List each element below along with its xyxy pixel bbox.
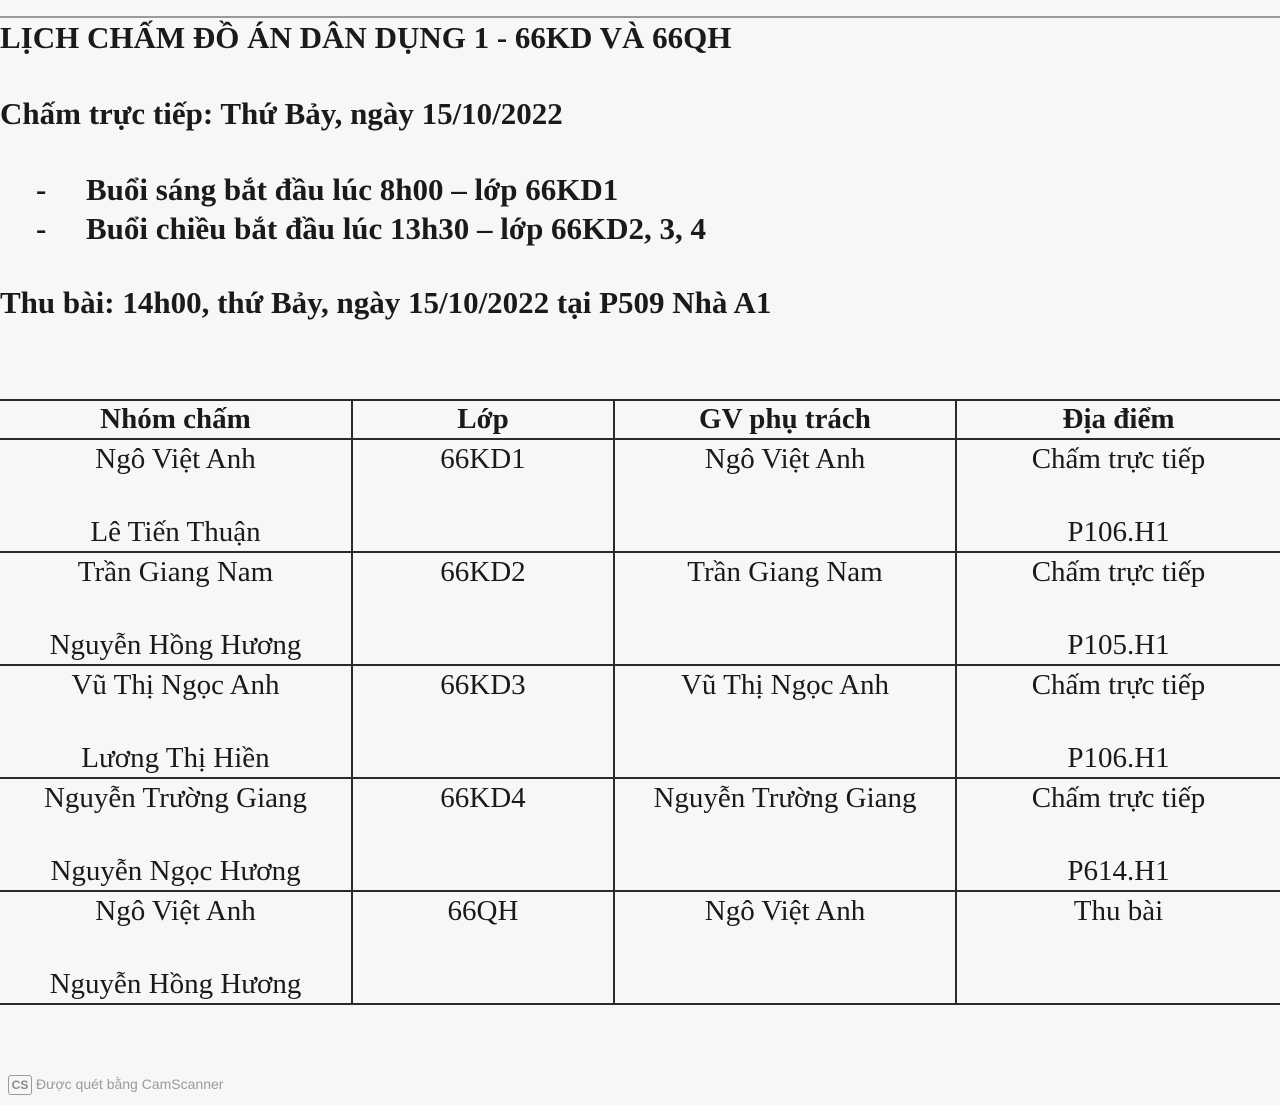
group-cell (0, 439, 352, 552)
class-code: 66KD4 (440, 782, 526, 814)
lecturer-name: Ngô Việt Anh (704, 443, 866, 475)
grader-name: Ngô Việt Anh (95, 443, 256, 475)
session-item-morning (36, 172, 618, 208)
session-item-afternoon (36, 211, 706, 247)
lecturer-cell (614, 665, 956, 778)
class-cell (352, 891, 614, 1004)
location-cell (956, 891, 1280, 1004)
lecturer-cell (614, 891, 956, 1004)
column-header-group: Nhóm chấm (0, 400, 352, 439)
table-row (0, 552, 1280, 665)
location-room: P106.H1 (1067, 742, 1170, 774)
location-cell (956, 439, 1280, 552)
session-text: Buổi chiều bắt đầu lúc 13h30 – lớp 66KD2, 3, 4 (86, 211, 707, 246)
lecturer-name: Ngô Việt Anh (704, 895, 866, 927)
grading-schedule-table (0, 399, 1280, 1005)
grader-name: Nguyễn Trường Giang (43, 782, 308, 814)
group-cell (0, 665, 352, 778)
location-room: P105.H1 (1067, 629, 1170, 661)
location-room: P614.H1 (1067, 855, 1170, 887)
class-code: 66KD1 (440, 443, 526, 475)
table-row (0, 778, 1280, 891)
location-cell (956, 552, 1280, 665)
grader-name: Nguyễn Hồng Hương (49, 629, 302, 661)
document-title: LỊCH CHẤM ĐỒ ÁN DÂN DỤNG 1 - 66KD VÀ 66QH (0, 20, 732, 55)
group-cell (0, 552, 352, 665)
table-row (0, 891, 1280, 1004)
class-cell (352, 778, 614, 891)
lecturer-cell (614, 552, 956, 665)
table-row (0, 665, 1280, 778)
group-cell (0, 891, 352, 1004)
class-cell (352, 439, 614, 552)
table-header-row (0, 400, 1280, 439)
grader-name: Lương Thị Hiền (81, 742, 270, 774)
group-cell (0, 778, 352, 891)
top-divider (0, 16, 1280, 18)
lecturer-cell (614, 439, 956, 552)
grader-name: Trần Giang Nam (77, 556, 274, 588)
lecturer-name: Nguyễn Trường Giang (653, 782, 917, 814)
camscanner-logo-icon: CS (8, 1075, 32, 1095)
location-cell (956, 778, 1280, 891)
lecturer-name: Trần Giang Nam (687, 556, 883, 588)
bullet-dash: - (36, 211, 47, 246)
class-cell (352, 665, 614, 778)
class-code: 66QH (447, 895, 519, 927)
column-header-class: Lớp (352, 400, 614, 439)
session-text: Buổi sáng bắt đầu lúc 8h00 – lớp 66KD1 (86, 172, 619, 207)
grader-name: Lê Tiến Thuận (90, 516, 261, 548)
location-mode: Chấm trực tiếp (1031, 443, 1206, 475)
direct-grading-line: Chấm trực tiếp: Thứ Bảy, ngày 15/10/2022 (0, 96, 563, 131)
class-cell (352, 552, 614, 665)
class-code: 66KD2 (440, 556, 526, 588)
grader-name: Vũ Thị Ngọc Anh (71, 669, 280, 701)
submission-line: Thu bài: 14h00, thứ Bảy, ngày 15/10/2022 tại P509 Nhà A1 (0, 285, 772, 320)
location-room: P106.H1 (1067, 516, 1170, 548)
bullet-dash: - (36, 172, 47, 207)
location-mode: Chấm trực tiếp (1031, 782, 1206, 814)
lecturer-cell (614, 778, 956, 891)
class-code: 66KD3 (440, 669, 526, 701)
location-cell (956, 665, 1280, 778)
grader-name: Nguyễn Ngọc Hương (50, 855, 301, 887)
location-mode: Chấm trực tiếp (1031, 556, 1206, 588)
lecturer-name: Vũ Thị Ngọc Anh (680, 669, 890, 701)
location-mode: Chấm trực tiếp (1031, 669, 1206, 701)
column-header-location: Địa điểm (956, 400, 1280, 439)
table-row (0, 439, 1280, 552)
grader-name: Ngô Việt Anh (95, 895, 256, 927)
camscanner-watermark-text: Được quét bằng CamScanner (36, 1076, 224, 1092)
grader-name: Nguyễn Hồng Hương (49, 968, 302, 1000)
column-header-lecturer: GV phụ trách (614, 400, 956, 439)
location-mode: Thu bài (1073, 895, 1164, 927)
